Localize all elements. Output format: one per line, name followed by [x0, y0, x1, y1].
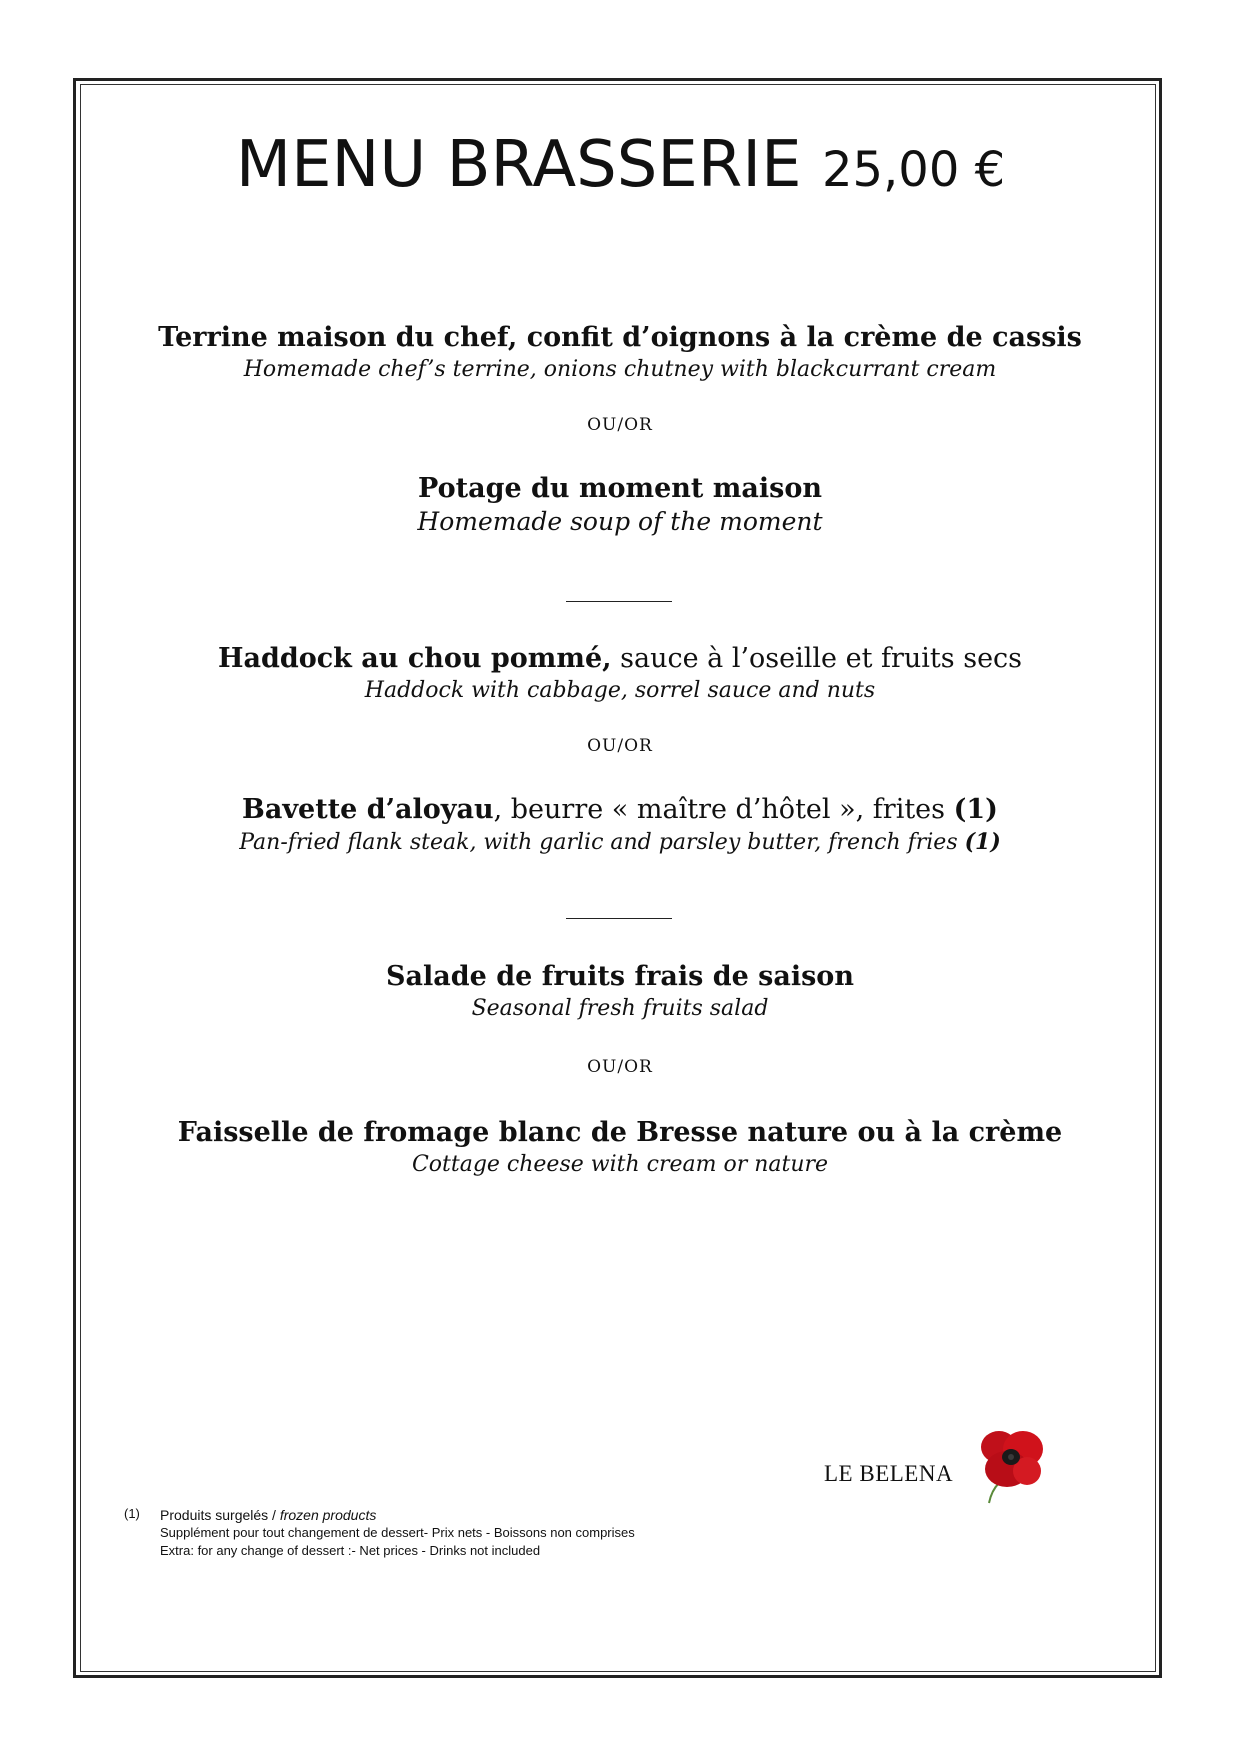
- dessert-2: [90, 1116, 1150, 1180]
- logo-text: LE BELENA: [824, 1461, 954, 1486]
- dessert-1: [90, 960, 1150, 1024]
- footnote-line-1: Produits surgelés / frozen products: [160, 1507, 377, 1523]
- or-separator-3: OU/OR: [587, 1057, 653, 1077]
- starter-2-french: Potage du moment maison: [418, 473, 822, 504]
- or-separator-2: OU/OR: [587, 736, 653, 756]
- or-separator-1: OU/OR: [587, 415, 653, 435]
- menu-title-text: MENU BRASSERIE: [235, 128, 802, 202]
- main-1-english: Haddock with cabbage, sorrel sauce and nuts: [364, 678, 876, 703]
- starter-1-english: Homemade chef’s terrine, onions chutney with blackcurrant cream: [243, 357, 997, 382]
- poppy-flower-icon: [975, 1425, 1047, 1505]
- footnote-line-3: Extra: for any change of dessert :- Net prices - Drinks not included: [160, 1543, 541, 1558]
- dessert-1-french: Salade de fruits frais de saison: [386, 961, 854, 992]
- main-1: [90, 642, 1150, 706]
- restaurant-logo: [820, 1425, 1050, 1505]
- dessert-1-english: Seasonal fresh fruits salad: [471, 996, 769, 1021]
- menu-title: [0, 128, 1241, 202]
- menu-price: 25,00 €: [821, 142, 1006, 198]
- main-2: [90, 793, 1150, 858]
- starter-1: [90, 321, 1150, 385]
- main-2-french: Bavette d’aloyau, beurre « maître d’hôtel », frites (1): [242, 794, 998, 825]
- main-2-english: Pan-fried flank steak, with garlic and parsley butter, french fries (1): [239, 829, 1001, 855]
- main-1-french: Haddock au chou pommé, sauce à l’oseille et fruits secs: [217, 643, 1023, 674]
- footnote-line-2: Supplément pour tout changement de dessert- Prix nets - Boissons non comprises: [160, 1525, 635, 1540]
- footnote-number: (1): [124, 1506, 140, 1521]
- course-divider-2: [566, 918, 672, 919]
- dessert-2-french: Faisselle de fromage blanc de Bresse nature ou à la crème: [177, 1117, 1063, 1148]
- course-divider-1: [566, 601, 672, 602]
- dessert-2-english: Cottage cheese with cream or nature: [411, 1152, 829, 1177]
- starter-2-english: Homemade soup of the moment: [417, 507, 823, 536]
- starter-2: [90, 472, 1150, 538]
- starter-1-french: Terrine maison du chef, confit d’oignons à la crème de cassis: [158, 322, 1082, 353]
